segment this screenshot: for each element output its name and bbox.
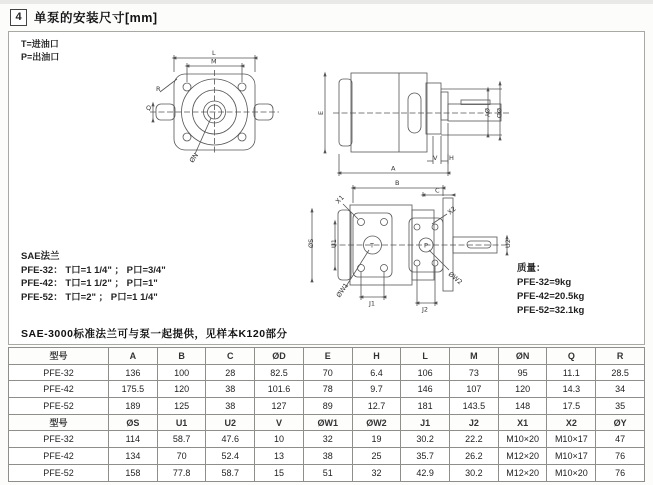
value-cell: 32 [303, 431, 352, 448]
value-cell: 125 [157, 398, 206, 415]
model-cell: PFE-42 [9, 381, 109, 398]
value-cell: 11.1 [547, 364, 596, 381]
dim-label-l: L [212, 49, 216, 57]
value-cell: 30.2 [450, 464, 499, 481]
model-cell: PFE-32 [9, 364, 109, 381]
table-row [9, 398, 645, 415]
value-cell: 17.5 [547, 398, 596, 415]
value-cell: 106 [401, 364, 450, 381]
dim-label-u1: U1 [330, 239, 338, 248]
value-cell: 76 [596, 464, 645, 481]
value-cell: M12×20 [498, 464, 547, 481]
table-header-cell: C [206, 348, 255, 365]
value-cell: 136 [109, 364, 158, 381]
table-header-cell: U2 [206, 414, 255, 431]
dim-label-os: ØS [307, 238, 315, 248]
value-cell: 189 [109, 398, 158, 415]
dim-label-od: ØD [495, 108, 503, 119]
model-cell: PFE-32 [9, 431, 109, 448]
dim-label-u2: U2 [504, 239, 512, 248]
dim-label-q: Q [146, 104, 152, 112]
port-label-p: P [424, 241, 428, 250]
table-row [9, 381, 645, 398]
legend-inlet: T=进油口 [21, 39, 59, 49]
dim-label-x1: X1 [334, 193, 346, 206]
mass-pfe42: PFE-42=20.5kg [517, 291, 585, 302]
page-edge-shade [0, 0, 653, 4]
value-cell: 148 [498, 398, 547, 415]
dim-label-w2: ØW2 [446, 270, 464, 287]
value-cell: 19 [352, 431, 401, 448]
value-cell: 34 [596, 381, 645, 398]
table-header-cell: ØY [596, 414, 645, 431]
value-cell: 127 [255, 398, 304, 415]
value-cell: 28 [206, 364, 255, 381]
value-cell: 101.6 [255, 381, 304, 398]
value-cell: 107 [450, 381, 499, 398]
value-cell: 143.5 [450, 398, 499, 415]
page-header [10, 8, 158, 26]
sae-line-pfe32: PFE-32： T口=1 1/4" ； P口=3/4" [21, 264, 166, 276]
table-header-cell: X2 [547, 414, 596, 431]
value-cell: 181 [401, 398, 450, 415]
value-cell: 38 [206, 398, 255, 415]
value-cell: 82.5 [255, 364, 304, 381]
page-title: 单泵的安装尺寸[mm] [34, 11, 158, 25]
table-header-row [9, 348, 645, 365]
table-row [9, 431, 645, 448]
value-cell: M10×17 [547, 431, 596, 448]
table-header-cell: A [109, 348, 158, 365]
value-cell: 35 [596, 398, 645, 415]
dimension-table [8, 347, 645, 482]
table-header-cell: L [401, 348, 450, 365]
table-header-cell: ØD [255, 348, 304, 365]
dim-label-x2: X2 [446, 204, 458, 217]
value-cell: 32 [352, 464, 401, 481]
table-row [9, 364, 645, 381]
value-cell: 38 [303, 448, 352, 465]
side-view-drawing [325, 73, 509, 176]
value-cell: 78 [303, 381, 352, 398]
dim-label-j1: J1 [369, 299, 376, 308]
value-cell: 70 [157, 448, 206, 465]
table-header-cell: ØW1 [303, 414, 352, 431]
dimension-table-body [9, 348, 645, 482]
value-cell: 38 [206, 381, 255, 398]
value-cell: 42.9 [401, 464, 450, 481]
value-cell: M10×17 [547, 448, 596, 465]
sae-flange-block [21, 250, 166, 304]
value-cell: 89 [303, 398, 352, 415]
dim-label-v: V [433, 154, 438, 162]
mass-pfe52: PFE-52=32.1kg [517, 305, 585, 316]
front-view-drawing [150, 55, 279, 154]
table-header-cell: ØN [498, 348, 547, 365]
table-row [9, 448, 645, 465]
value-cell: 58.7 [206, 464, 255, 481]
table-header-cell: E [303, 348, 352, 365]
sae-title: SAE法兰 [21, 251, 60, 262]
table-header-cell: J1 [401, 414, 450, 431]
value-cell: 146 [401, 381, 450, 398]
mass-block [517, 262, 584, 318]
value-cell: M10×20 [498, 431, 547, 448]
dim-label-b: B [395, 179, 400, 187]
model-cell: PFE-52 [9, 398, 109, 415]
table-header-cell: R [596, 348, 645, 365]
value-cell: 30.2 [401, 431, 450, 448]
value-cell: 134 [109, 448, 158, 465]
value-cell: 15 [255, 464, 304, 481]
table-header-cell: ØW2 [352, 414, 401, 431]
dim-label-e: E [317, 110, 325, 115]
value-cell: 10 [255, 431, 304, 448]
drawing-panel [8, 31, 645, 345]
table-header-cell: ØS [109, 414, 158, 431]
value-cell: 120 [157, 381, 206, 398]
value-cell: M10×20 [547, 464, 596, 481]
value-cell: 70 [303, 364, 352, 381]
value-cell: 26.2 [450, 448, 499, 465]
model-cell: PFE-52 [9, 464, 109, 481]
value-cell: 77.8 [157, 464, 206, 481]
table-header-cell: V [255, 414, 304, 431]
table-row [9, 464, 645, 481]
mass-title: 质量： [517, 263, 546, 274]
value-cell: 95 [498, 364, 547, 381]
value-cell: 114 [109, 431, 158, 448]
value-cell: 52.4 [206, 448, 255, 465]
value-cell: 14.3 [547, 381, 596, 398]
value-cell: 6.4 [352, 364, 401, 381]
dim-label-c: C [435, 186, 440, 195]
value-cell: 28.5 [596, 364, 645, 381]
table-header-cell: 型号 [9, 414, 109, 431]
port-label-t: T [370, 241, 374, 250]
value-cell: 47 [596, 431, 645, 448]
table-header-row [9, 414, 645, 431]
value-cell: 175.5 [109, 381, 158, 398]
dim-label-h: H [449, 154, 454, 162]
table-header-cell: 型号 [9, 348, 109, 365]
legend-outlet: P=出油口 [21, 52, 60, 62]
table-header-cell: M [450, 348, 499, 365]
value-cell: 47.6 [206, 431, 255, 448]
table-header-cell: X1 [498, 414, 547, 431]
dim-label-a: A [391, 164, 396, 173]
model-cell: PFE-42 [9, 448, 109, 465]
mass-pfe32: PFE-32=9kg [517, 277, 572, 288]
dim-label-w1: ØW1 [334, 281, 351, 299]
table-header-cell: B [157, 348, 206, 365]
table-header-cell: Q [547, 348, 596, 365]
table-header-cell: H [352, 348, 401, 365]
dim-label-m: M [211, 57, 217, 66]
value-cell: M12×20 [498, 448, 547, 465]
sae3000-note: SAE-3000标准法兰可与泵一起提供，见样本K120部分 [21, 328, 288, 340]
table-header-cell: U1 [157, 414, 206, 431]
section-number-box: 4 [10, 9, 27, 26]
value-cell: 25 [352, 448, 401, 465]
sae-line-pfe42: PFE-42： T口=1 1/2" ； P口=1" [21, 278, 158, 289]
dim-label-j2: J2 [422, 305, 429, 314]
value-cell: 9.7 [352, 381, 401, 398]
value-cell: 120 [498, 381, 547, 398]
value-cell: 35.7 [401, 448, 450, 465]
value-cell: 13 [255, 448, 304, 465]
dim-label-oy: ØY [483, 108, 491, 118]
value-cell: 22.2 [450, 431, 499, 448]
sae-line-pfe52: PFE-52： T口=2" ； P口=1 1/4" [21, 291, 158, 303]
dim-label-n: ØN [187, 151, 201, 165]
value-cell: 158 [109, 464, 158, 481]
value-cell: 100 [157, 364, 206, 381]
value-cell: 12.7 [352, 398, 401, 415]
table-header-cell: J2 [450, 414, 499, 431]
dim-label-r: R [156, 85, 161, 93]
value-cell: 58.7 [157, 431, 206, 448]
value-cell: 76 [596, 448, 645, 465]
value-cell: 73 [450, 364, 499, 381]
value-cell: 51 [303, 464, 352, 481]
